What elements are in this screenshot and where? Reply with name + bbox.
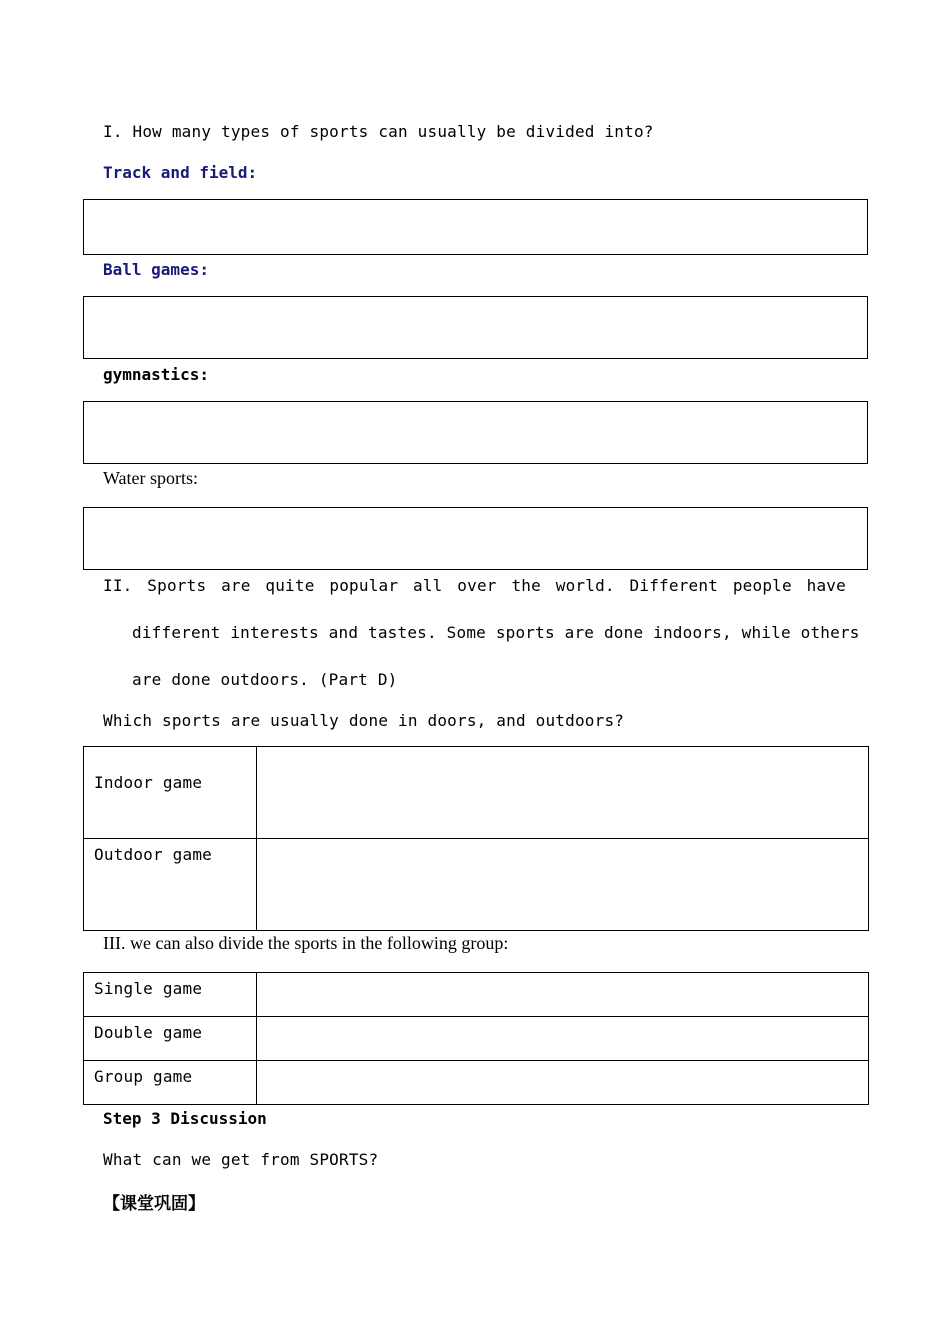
answer-cell-indoor[interactable] <box>257 747 869 839</box>
step-3-heading: Step 3 Discussion <box>103 1109 267 1128</box>
paragraph-2-line-1 <box>103 576 846 595</box>
table-row <box>84 1061 869 1105</box>
table-row <box>84 1017 869 1061</box>
answer-box-ball-games[interactable] <box>83 296 868 359</box>
table-row <box>84 839 869 931</box>
word: people <box>732 576 792 595</box>
answer-box-track-and-field[interactable] <box>83 199 868 255</box>
question-indoor-outdoor: Which sports are usually done in doors, and outdoors? <box>103 711 625 730</box>
row-label-indoor: Indoor game <box>84 747 257 839</box>
word: all <box>413 576 443 595</box>
question-1: I. How many types of sports can usually be divided into? <box>103 122 654 141</box>
answer-box-gymnastics[interactable] <box>83 401 868 464</box>
answer-cell-outdoor[interactable] <box>257 839 869 931</box>
row-label-single: Single game <box>84 973 257 1017</box>
answer-cell-double[interactable] <box>257 1017 869 1061</box>
word: Sports <box>147 576 207 595</box>
word: are <box>221 576 251 595</box>
label-track-and-field: Track and field: <box>103 163 258 182</box>
word: the <box>511 576 541 595</box>
paragraph-2-line-2: different interests and tastes. Some sports are done indoors, while others <box>132 623 860 642</box>
word: II. <box>103 576 133 595</box>
word: quite <box>265 576 315 595</box>
row-label-group: Group game <box>84 1061 257 1105</box>
answer-box-water-sports[interactable] <box>83 507 868 570</box>
row-label-outdoor: Outdoor game <box>84 839 257 931</box>
indoor-outdoor-table <box>83 746 869 931</box>
answer-cell-group[interactable] <box>257 1061 869 1105</box>
section-3-heading: III. we can also divide the sports in the following group: <box>103 933 509 953</box>
word: Different <box>629 576 719 595</box>
group-table <box>83 972 869 1105</box>
label-water-sports: Water sports: <box>103 468 199 488</box>
answer-cell-single[interactable] <box>257 973 869 1017</box>
discussion-question: What can we get from SPORTS? <box>103 1150 379 1169</box>
word: have <box>806 576 846 595</box>
word: world. <box>555 576 615 595</box>
table-row <box>84 973 869 1017</box>
word: over <box>457 576 497 595</box>
label-gymnastics: gymnastics: <box>103 365 209 384</box>
row-label-double: Double game <box>84 1017 257 1061</box>
table-row <box>84 747 869 839</box>
word: popular <box>329 576 399 595</box>
paragraph-2-line-3: are done outdoors. (Part D) <box>132 670 398 689</box>
label-ball-games: Ball games: <box>103 260 209 279</box>
consolidation-heading: 【课堂巩固】 <box>103 1194 205 1214</box>
